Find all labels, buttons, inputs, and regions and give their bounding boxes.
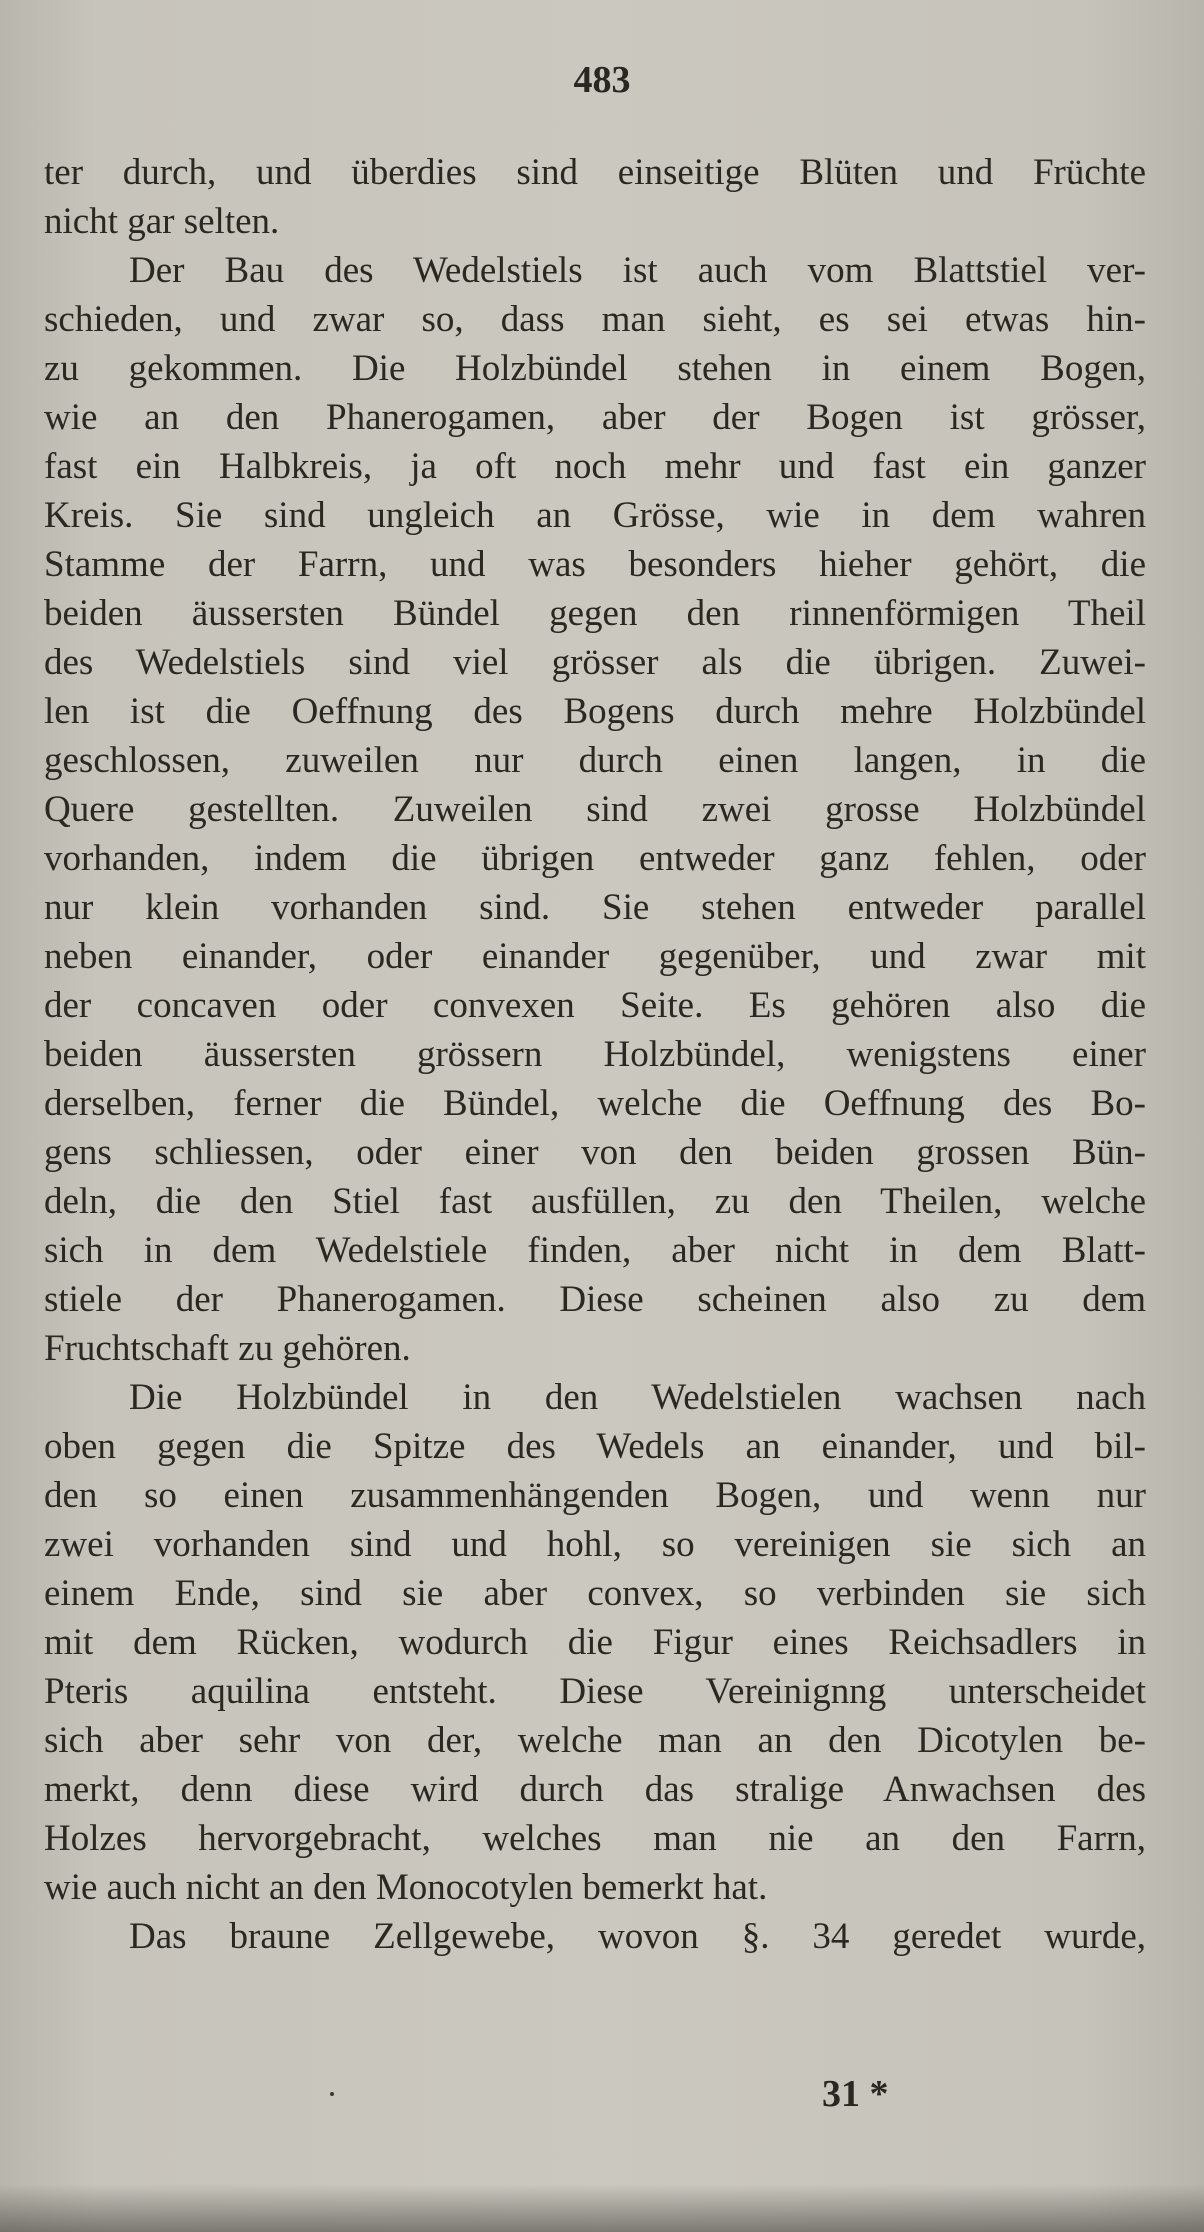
text-line: den so einen zusammenhängenden Bogen, und wenn nur [44, 1475, 1146, 1516]
text-line: Quere gestellten. Zuweilen sind zwei grosse Holzbündel [44, 789, 1146, 830]
text-line: deln, die den Stiel fast ausfüllen, zu den Theilen, welche [44, 1181, 1146, 1222]
text-line: vorhanden, indem die übrigen entweder ganz fehlen, oder [44, 838, 1146, 879]
text-line: Kreis. Sie sind ungleich an Grösse, wie in dem wahren [44, 495, 1146, 536]
text-line: zu gekommen. Die Holzbündel stehen in einem Bogen, [44, 348, 1146, 389]
text-line: zwei vorhanden sind und hohl, so vereinigen sie sich an [44, 1524, 1146, 1565]
text-line: oben gegen die Spitze des Wedels an einander, und bil- [44, 1426, 1146, 1467]
text-line: sich in dem Wedelstiele finden, aber nicht in dem Blatt- [44, 1230, 1146, 1271]
text-line: Pteris aquilina entsteht. Diese Vereinignng unterscheidet [44, 1671, 1146, 1712]
text-line: derselben, ferner die Bündel, welche die Oeffnung des Bo- [44, 1083, 1146, 1124]
text-line: nur klein vorhanden sind. Sie stehen entweder parallel [44, 887, 1146, 928]
text-line: Fruchtschaft zu gehören. [44, 1328, 411, 1369]
text-line: Stamme der Farrn, und was besonders hieher gehört, die [44, 544, 1146, 585]
text-line: ter durch, und überdies sind einseitige Blüten und Früchte [44, 152, 1146, 193]
text-line: des Wedelstiels sind viel grösser als die übrigen. Zuwei- [44, 642, 1146, 683]
text-line: geschlossen, zuweilen nur durch einen langen, in die [44, 740, 1146, 781]
text-line: neben einander, oder einander gegenüber, und zwar mit [44, 936, 1146, 977]
text-line: merkt, denn diese wird durch das stralige Anwachsen des [44, 1769, 1146, 1810]
text-line: len ist die Oeffnung des Bogens durch mehre Holzbündel [44, 691, 1146, 732]
text-line: beiden äussersten Bündel gegen den rinnenförmigen Theil [44, 593, 1146, 634]
text-line: sich aber sehr von der, welche man an den Dicotylen be- [44, 1720, 1146, 1761]
text-line: schieden, und zwar so, dass man sieht, es sei etwas hin- [44, 299, 1146, 340]
text-line: gens schliessen, oder einer von den beiden grossen Bün- [44, 1132, 1146, 1173]
signature-mark: 31 * [822, 2073, 889, 2115]
ink-dot [330, 2092, 334, 2096]
text-line: Holzes hervorgebracht, welches man nie an den Farrn, [44, 1818, 1146, 1859]
text-line: nicht gar selten. [44, 201, 280, 242]
text-line: Der Bau des Wedelstiels ist auch vom Blattstiel ver- [129, 250, 1146, 291]
text-line: fast ein Halbkreis, ja oft noch mehr und fast ein ganzer [44, 446, 1146, 487]
text-line: einem Ende, sind sie aber convex, so verbinden sie sich [44, 1573, 1146, 1614]
text-line: wie an den Phanerogamen, aber der Bogen ist grösser, [44, 397, 1146, 438]
text-line: beiden äussersten grössern Holzbündel, wenigstens einer [44, 1034, 1146, 1075]
text-line: mit dem Rücken, wodurch die Figur eines Reichsadlers in [44, 1622, 1146, 1663]
text-line: stiele der Phanerogamen. Diese scheinen also zu dem [44, 1279, 1146, 1320]
text-line: Die Holzbündel in den Wedelstielen wachsen nach [129, 1377, 1146, 1418]
text-line: Das braune Zellgewebe, wovon §. 34 geredet wurde, [129, 1916, 1146, 1957]
body-text [44, 148, 1146, 1961]
text-line: der concaven oder convexen Seite. Es gehören also die [44, 985, 1146, 1026]
page-number: 483 [573, 59, 631, 101]
text-line: wie auch nicht an den Monocotylen bemerkt hat. [44, 1867, 768, 1908]
